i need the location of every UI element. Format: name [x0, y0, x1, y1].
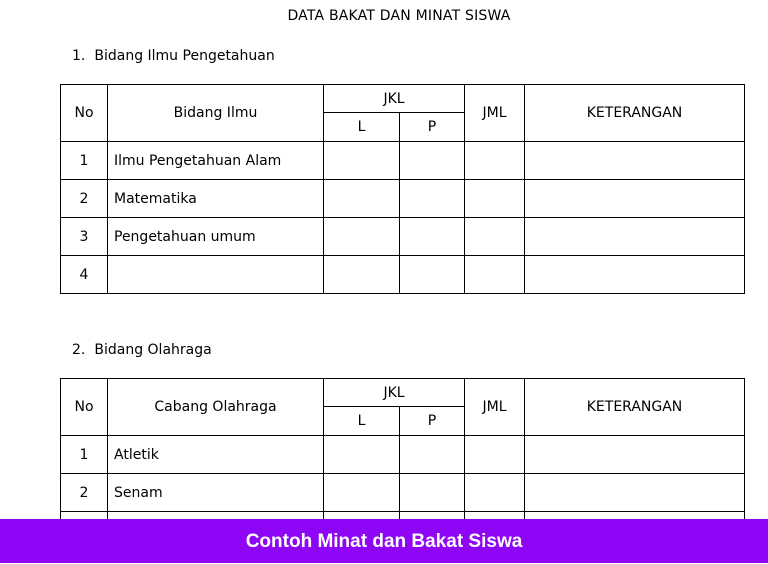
cell-jml: [465, 218, 525, 256]
cell-keterangan: [525, 474, 745, 512]
cell-jml: [465, 256, 525, 294]
cell-p: [400, 142, 465, 180]
cell-l: [324, 474, 400, 512]
cell-keterangan: [525, 256, 745, 294]
section-heading-olahraga: [72, 342, 212, 358]
table-row: [61, 218, 745, 256]
header-jml: JML: [465, 379, 525, 436]
cell-p: [400, 180, 465, 218]
cell-keterangan: [525, 218, 745, 256]
cell-l: [324, 180, 400, 218]
cell-name: Senam: [108, 474, 324, 512]
table-row: [61, 142, 745, 180]
cell-name: Ilmu Pengetahuan Alam: [108, 142, 324, 180]
header-no: No: [61, 379, 108, 436]
cell-l: [324, 436, 400, 474]
cell-name: Matematika: [108, 180, 324, 218]
cell-no: 2: [61, 474, 108, 512]
header-p: P: [400, 407, 465, 436]
header-keterangan: KETERANGAN: [525, 379, 745, 436]
table-row: [61, 474, 745, 512]
section-heading-ilmu: [72, 48, 275, 64]
cell-keterangan: [525, 180, 745, 218]
cell-p: [400, 436, 465, 474]
cell-jml: [465, 474, 525, 512]
cell-l: [324, 142, 400, 180]
header-no: No: [61, 85, 108, 142]
header-jkl: JKL: [324, 379, 465, 407]
cell-no: 1: [61, 436, 108, 474]
section-title: Bidang Ilmu Pengetahuan: [94, 48, 275, 64]
table-row: [61, 256, 745, 294]
header-l: L: [324, 407, 400, 436]
table-row: [61, 436, 745, 474]
cell-name: [108, 256, 324, 294]
cell-keterangan: [525, 436, 745, 474]
header-keterangan: KETERANGAN: [525, 85, 745, 142]
cell-jml: [465, 142, 525, 180]
cell-name: Pengetahuan umum: [108, 218, 324, 256]
header-jkl: JKL: [324, 85, 465, 113]
caption-banner: Contoh Minat dan Bakat Siswa: [0, 519, 768, 563]
table-row: [61, 180, 745, 218]
header-l: L: [324, 113, 400, 142]
cell-p: [400, 474, 465, 512]
cell-p: [400, 256, 465, 294]
section-number: 1.: [72, 48, 86, 64]
header-cabang-olahraga: Cabang Olahraga: [108, 379, 324, 436]
document-title: DATA BAKAT DAN MINAT SISWA: [287, 8, 511, 24]
cell-jml: [465, 436, 525, 474]
header-p: P: [400, 113, 465, 142]
cell-p: [400, 218, 465, 256]
cell-l: [324, 218, 400, 256]
cell-no: 4: [61, 256, 108, 294]
cell-keterangan: [525, 142, 745, 180]
table-bidang-ilmu: [60, 84, 745, 294]
cell-no: 2: [61, 180, 108, 218]
cell-jml: [465, 180, 525, 218]
header-jml: JML: [465, 85, 525, 142]
section-title: Bidang Olahraga: [94, 342, 212, 358]
cell-no: 3: [61, 218, 108, 256]
cell-name: Atletik: [108, 436, 324, 474]
section-number: 2.: [72, 342, 86, 358]
header-bidang-ilmu: Bidang Ilmu: [108, 85, 324, 142]
cell-no: 1: [61, 142, 108, 180]
cell-l: [324, 256, 400, 294]
